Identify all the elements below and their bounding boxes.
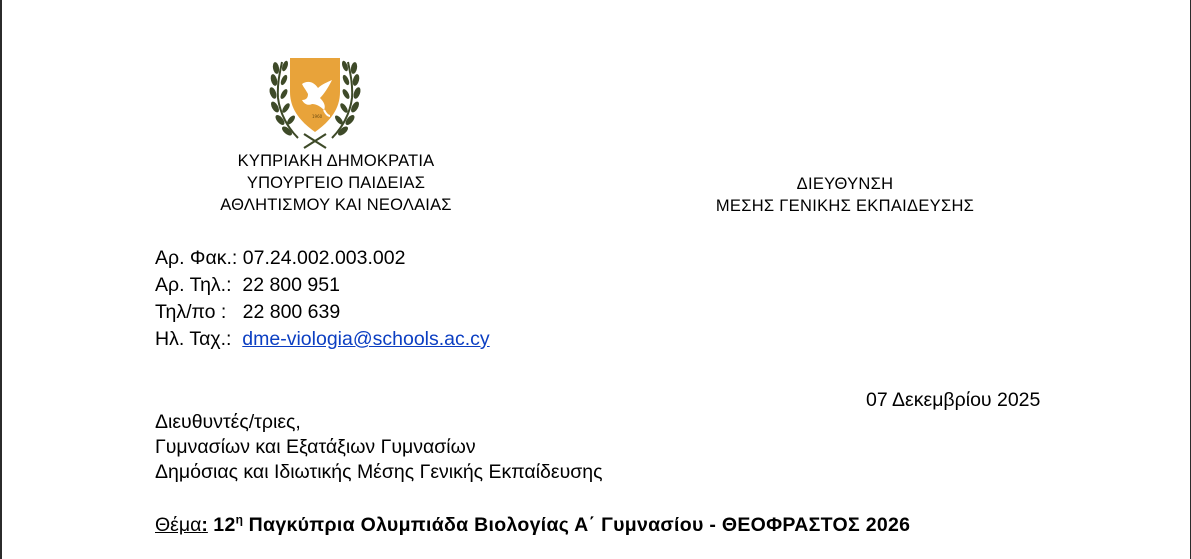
file-number-value: 07.24.002.003.002 (242, 247, 406, 269)
recipient-line-3: Δημόσιας και Ιδιωτικής Μέσης Γενικής Εκπαίδευσης (155, 461, 603, 483)
email-row (155, 326, 490, 353)
directorate-header (660, 173, 1030, 217)
phone-row (155, 272, 490, 299)
recipients-block (155, 410, 603, 485)
recipient-line-2: Γυμνασίων και Εξατάξιων Γυμνασίων (155, 436, 476, 458)
file-number-row (155, 245, 490, 272)
file-number-label: Αρ. Φακ.: (155, 247, 238, 269)
phone-value: 22 800 951 (242, 274, 340, 296)
fax-label: Τηλ/πο : (155, 301, 227, 323)
email-label: Ηλ. Ταχ.: (155, 328, 232, 350)
contact-details (155, 245, 490, 353)
subject-ordinal: η (235, 512, 243, 527)
directorate-line-title: ΔΙΕΥΘΥΝΣΗ (796, 175, 894, 193)
ministry-line-ministry: ΥΠΟΥΡΓΕΙΟ ΠΑΙΔΕΙΑΣ (246, 174, 426, 192)
fax-row (155, 299, 490, 326)
subject-line (155, 512, 910, 539)
phone-label: Αρ. Τηλ.: (155, 274, 232, 296)
email-link[interactable]: dme-viologia@schools.ac.cy (242, 328, 490, 350)
ministry-line-country: ΚΥΠΡΙΑΚΗ ΔΗΜΟΚΡΑΤΙΑ (237, 152, 435, 170)
ministry-header (160, 150, 512, 216)
letter-date: 07 Δεκεμβρίου 2025 (866, 389, 1041, 411)
svg-text:1960: 1960 (312, 114, 323, 119)
subject-number: 12 (213, 514, 236, 536)
subject-colon: : (201, 514, 208, 536)
subject-label: Θέμα (155, 514, 202, 536)
ministry-line-sector: ΑΘΛΗΤΙΣΜΟΥ ΚΑΙ ΝΕΟΛΑΙΑΣ (220, 196, 452, 214)
coat-of-arms-icon (268, 54, 362, 150)
directorate-line-name: ΜΕΣΗΣ ΓΕΝΙΚΗΣ ΕΚΠΑΙΔΕΥΣΗΣ (715, 197, 975, 215)
subject-title: Παγκύπρια Ολυμπιάδα Βιολογίας Α΄ Γυμνασίου - ΘΕΟΦΡΑΣΤΟΣ 2026 (242, 514, 911, 536)
page-left-border (0, 0, 2, 559)
recipient-line-1: Διευθυντές/τριες, (155, 411, 301, 433)
fax-value: 22 800 639 (242, 301, 341, 323)
